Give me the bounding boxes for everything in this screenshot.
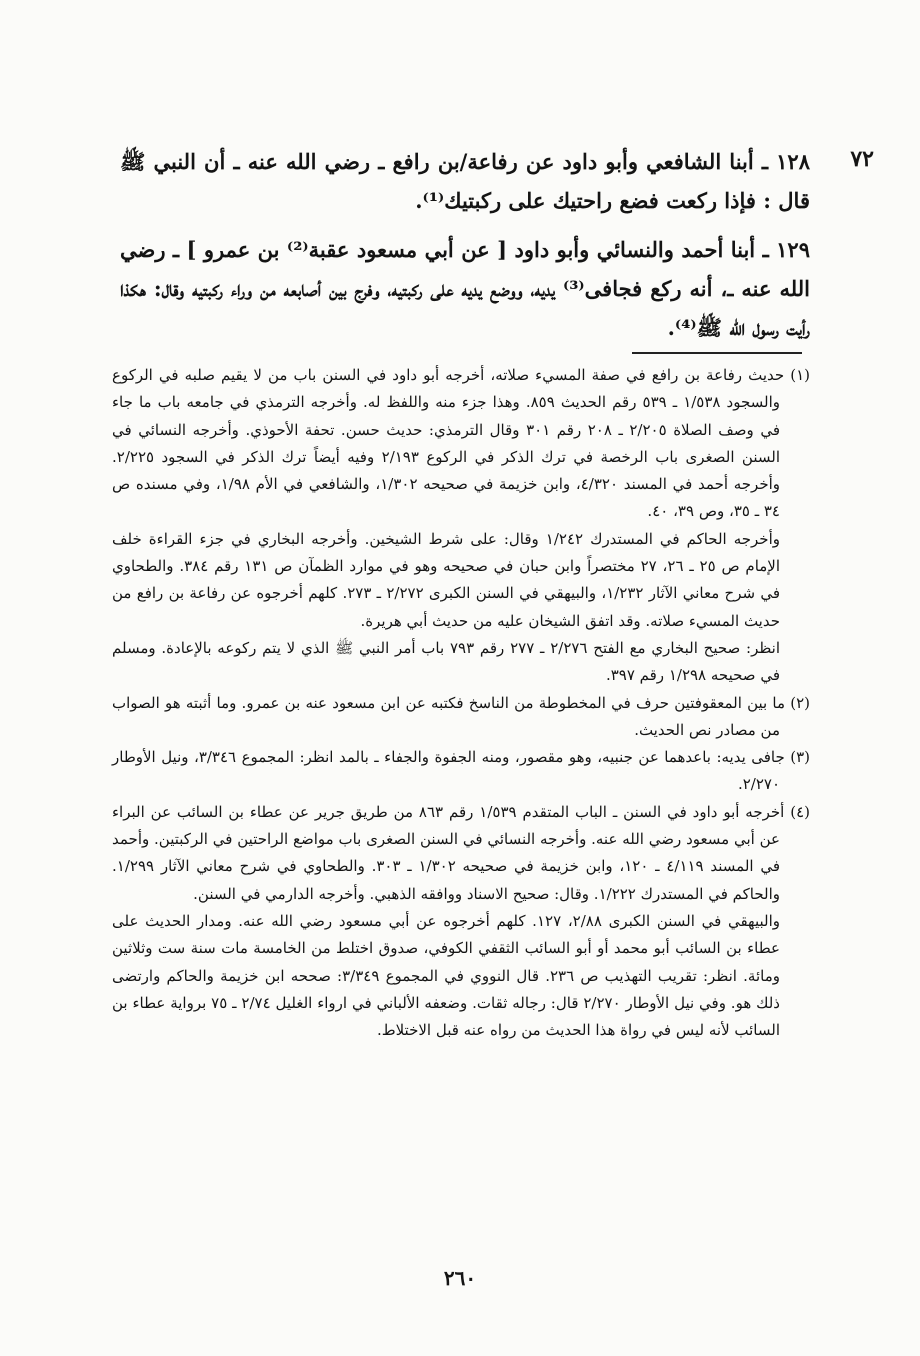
footnote-1-reference: انظر: صحيح البخاري مع الفتح ٢/٢٧٦ ـ ٢٧٧ رقم ٧٩٣ باب أمر النبي ﷺ الذي لا يتم ركوعه بالإعادة. ومسلم في صحيحه ١/٢٩٨ رقم ٣٩٧. [112,638,781,685]
footnote-1-continued: وأخرجه الحاكم في المستدرك ١/٢٤٢ وقال: على شرط الشيخين. وأخرجه البخاري في جزء القراءة خلف الإمام ص ٢٥ ـ ٢٦، ٢٧ مختصراً وابن حبان في صحيحه وهو في موارد الظمآن ص ١٣١ رقم ٣٨٤. والطحاوي في شرح معاني الآثار ١/٢٣٢، والبيهقي في السنن الكبرى ٢/٢٧٢ ـ ٢٧٣. كلهم أخرجوه عن رفاعة بن رافع من حديث المسيء صلاته. وقد اتفق الشيخان عليه من حديث أبي هريرة. [112,529,781,630]
main-text [120,142,810,357]
footnote-2: (٢) ما بين المعقوفتين حرف في المخطوطة من الناسخ فكتبه عن ابن مسعود عنه بن عمرو. وما أثبته هو الصواب من مصادر نص الحديث. [112,693,810,739]
footnote-4: (٤) أخرجه أبو داود في السنن ـ الباب المتقدم ١/٥٣٩ رقم ٨٦٣ من طريق جرير عن عطاء بن السائب عن البراء عن أبي مسعود رضي الله عنه. وأخرجه النسائي في السنن الصغرى باب مواضع الراحتين في الركبتين. وأحمد في المسند ٤/١١٩ ـ ١٢٠، وابن خزيمة في صحيحه ١/٣٠٢ ـ ٣٠٣. والطحاوي في شرح معاني الآثار ١/٢٩٩. والحاكم في المستدرك ١/٢٢٢. وقال: صحيح الاسناد ووافقه الذهبي. وأخرجه الدارمي في السنن. [112,802,810,903]
footnote-divider [632,352,802,354]
page-number: ٢٦٠ [443,1266,477,1290]
footnote-3: (٣) جافى يديه: باعدهما عن جنبيه، وهو مقصور، ومنه الجفوة والجفاء ـ بالمد انظر: المجموع ٣/٣٤٦، ونيل الأوطار ٢/٢٧٠. [112,748,810,794]
footnotes [112,362,810,1044]
hadith-128: ١٢٨ ـ أبنا الشافعي وأبو داود عن رفاعة/بن رافع ـ رضي الله عنه ـ أن النبي ﷺ قال : فإذا ركعت فضع راحتيك على ركبتيك⁽¹⁾. [120,149,810,213]
hadith-129: ١٢٩ ـ أبنا أحمد والنسائي وأبو داود [ عن أبي مسعود عقبة⁽²⁾ بن عمرو ] ـ رضي الله عنه ـ، أنه ركع فجافى⁽³⁾ يديه، ووضع يديه على ركبتيه، وفرج بين أصابعه من وراء ركبتيه وقال: هكذا رأيت رسول الله ﷺ⁽⁴⁾. [120,237,810,340]
footnote-1: (١) حديث رفاعة بن رافع في صفة المسيء صلاته، أخرجه أبو داود في السنن باب من لا يقيم صلبه في الركوع والسجود ١/٥٣٨ ـ ٥٣٩ رقم الحديث ٨٥٩. وهذا جزء منه واللفظ له. وأخرجه الترمذي في جامعه باب ما جاء في وصف الصلاة ٢/٢٠٥ ـ ٢٠٨ رقم ٣٠١ وقال الترمذي: حديث حسن. تحفة الأحوذي. وأخرجه النسائي في السنن الصغرى باب الرخصة في ترك الذكر في الركوع ٢/١٩٣ وفيه أيضاً ترك الذكر في السجود ٢/٢٢٥. وأخرجه أحمد في المسند ٤/٣٢٠، وابن خزيمة في صحيحه ١/٣٠٢، والشافعي في الأم ١/٩٨، وفي مسنده ص ٣٤ ـ ٣٥، وص ٣٩، ٤٠. [112,366,810,521]
hadith-section-number: ٧٢ [850,146,874,172]
footnote-4-continued: والبيهقي في السنن الكبرى ٢/٨٨، ١٢٧. كلهم أخرجوه عن أبي مسعود رضي الله عنه. ومدار الحديث على عطاء بن السائب أبو محمد أو أبو السائب الثقفي الكوفي، صدوق اختلط من الخامسة مات سنة ست وثلاثين ومائة. انظر: تقريب التهذيب ص ٢٣٦. قال النووي في المجموع ٣/٣٤٩: صححه ابن خزيمة والحاكم وارتضى ذلك هو. وفي نيل الأوطار ٢/٢٧٠ قال: رجاله ثقات. وضعفه الألباني في ارواء الغليل ٢/٧٤ ـ ٧٥ برواية عطاء بن السائب لأنه ليس في رواة هذا الحديث من رواه عنه قبل الاختلاط. [112,911,781,1040]
